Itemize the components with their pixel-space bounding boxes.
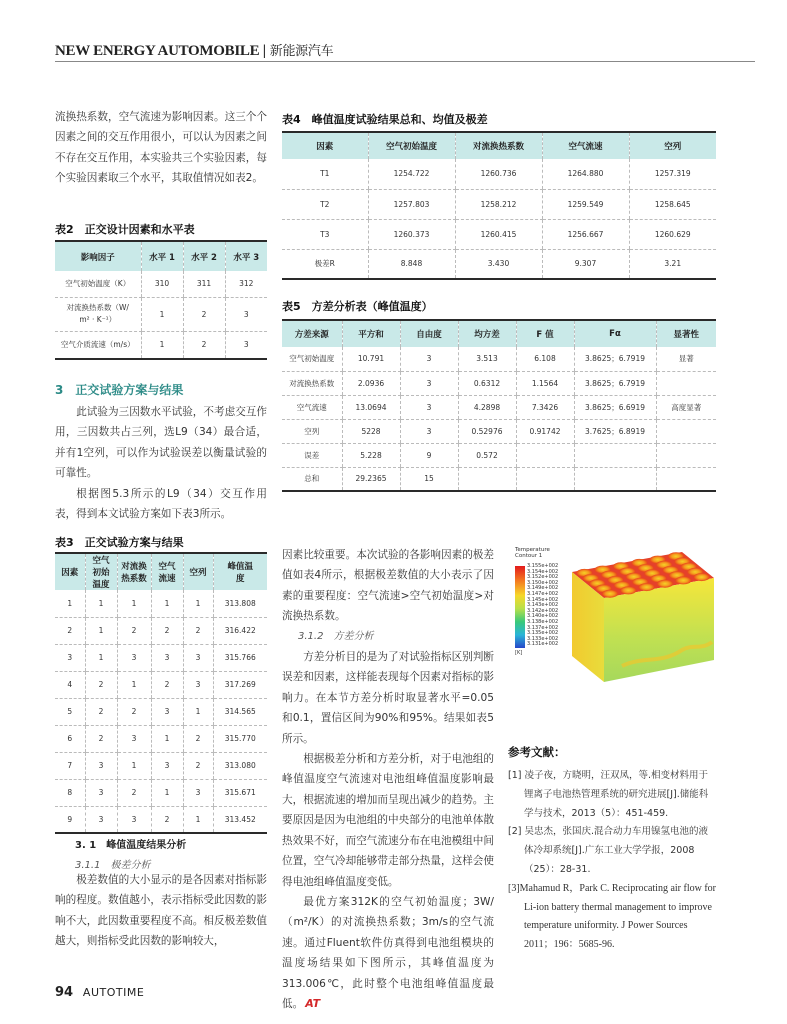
table2-title: 表2 正交设计因素和水平表 <box>55 223 195 236</box>
table-cell: 2 <box>85 698 117 725</box>
table-cell: 显著 <box>656 347 716 371</box>
cell-hotspot <box>639 583 655 591</box>
table-cell: 3 <box>400 371 458 395</box>
table-cell: 9 <box>55 806 85 833</box>
page-number: 94 <box>55 985 74 1000</box>
table-cell <box>656 443 716 467</box>
table-cell: 3 <box>117 725 151 752</box>
table-row <box>55 331 267 359</box>
table-cell: 7.3426 <box>516 395 574 419</box>
table-row <box>282 395 716 419</box>
table-cell: 1 <box>117 671 151 698</box>
table-cell: 5 <box>55 698 85 725</box>
end-mark: AT <box>305 996 321 1010</box>
table-row <box>282 189 716 219</box>
battery-temperature-contour <box>562 546 722 686</box>
table-cell: 312 <box>225 271 267 297</box>
section3-body: 此试验为三因数水平试验，不考虑交互作用，三因数共占三列，选L9（34）最合适，并有1空列，可以作为试验误差以衡量试验的可靠性。 根据图5.3所示的L9（34）交互作用表，得到本文试验方案如下表3所示。 <box>55 406 267 521</box>
table-cell: 3.513 <box>458 347 516 371</box>
table-cell: 3 <box>183 779 213 806</box>
table5-header-cell: 自由度 <box>400 320 458 347</box>
table-row <box>55 644 267 671</box>
table-cell: 1258.212 <box>455 189 542 219</box>
table-row <box>282 249 716 279</box>
table-cell: 1259.549 <box>542 189 629 219</box>
table-cell: 6.108 <box>516 347 574 371</box>
table-cell: 316.422 <box>213 617 267 644</box>
table-row <box>282 219 716 249</box>
table-cell: 9 <box>400 443 458 467</box>
table4-header-cell: 空列 <box>629 132 716 159</box>
table-cell: 1260.373 <box>368 219 455 249</box>
legend-level: 3.150e+002 <box>527 579 559 586</box>
table-cell: 3 <box>151 698 183 725</box>
legend-level: 3.154e+002 <box>527 568 559 575</box>
table4-header-cell: 对流换热系数 <box>455 132 542 159</box>
legend-level: 3.133e+002 <box>527 635 559 642</box>
table-cell: 2 <box>183 617 213 644</box>
table-cell: 313.452 <box>213 806 267 833</box>
table-cell: 313.808 <box>213 590 267 617</box>
table-cell: 1257.803 <box>368 189 455 219</box>
temperature-colorbar <box>515 566 525 648</box>
temperature-legend <box>527 564 558 648</box>
table-cell: 317.269 <box>213 671 267 698</box>
table-cell: 1258.645 <box>629 189 716 219</box>
table-cell: 总和 <box>282 467 342 491</box>
table-cell: 3 <box>151 644 183 671</box>
table-cell: 13.0694 <box>342 395 400 419</box>
table-cell: 0.52976 <box>458 419 516 443</box>
table-cell: 空气介质流速（m/s） <box>55 331 141 359</box>
table-row <box>55 617 267 644</box>
table-cell: 1 <box>151 779 183 806</box>
table-row <box>282 419 716 443</box>
table-cell: 1 <box>183 806 213 833</box>
table4-header-cell: 空气初始温度 <box>368 132 455 159</box>
table-row <box>55 590 267 617</box>
table2-header-cell: 影响因子 <box>55 241 141 271</box>
table-cell: 3 <box>55 644 85 671</box>
table-cell: 1254.722 <box>368 159 455 189</box>
table3-header-cell: 空气流速 <box>151 553 183 590</box>
table-cell: 对流换热系数 <box>282 371 342 395</box>
header-title-en: NEW ENERGY AUTOMOBILE <box>55 43 260 59</box>
table-row <box>282 467 716 491</box>
table-cell: 313.080 <box>213 752 267 779</box>
table3 <box>55 552 267 834</box>
middle-column <box>282 545 494 1014</box>
cell-hotspot <box>620 586 636 594</box>
reference-item: [3]Mahamud R，Park C. Reciprocating air flow for Li-ion battery thermal management to improve temperature uniformity. J Power Sources 2011；196：5685-96. <box>508 882 717 951</box>
table-cell: 8.848 <box>368 249 455 279</box>
table-cell: 3 <box>400 347 458 371</box>
table-row <box>55 671 267 698</box>
table-cell: 9.307 <box>542 249 629 279</box>
table-cell: 311 <box>183 271 225 297</box>
table-cell <box>656 419 716 443</box>
table-cell <box>656 371 716 395</box>
table5-header-row <box>282 320 716 347</box>
references-heading: 参考文献： <box>508 745 566 759</box>
legend-level: 3.135e+002 <box>527 630 559 637</box>
table-cell: 1 <box>183 590 213 617</box>
table-cell: 2 <box>117 779 151 806</box>
table-cell: 315.770 <box>213 725 267 752</box>
table-cell <box>656 467 716 491</box>
table-cell: 1 <box>85 590 117 617</box>
middle-paragraph-4: 最优方案312K的空气初始温度；3W/（m²/K）的对流换热系数；3m/s的空气流速。通过Fluent软件仿真得到电池组模块的温度场结果如下图所示，其峰值温度为313.006℃，此时整个电池组峰值温度最低。 AT <box>282 895 494 1010</box>
table-cell: 3.8625；6.7919 <box>574 371 656 395</box>
table2 <box>55 240 267 360</box>
table-row <box>55 271 267 297</box>
table3-header-cell: 峰值温度 <box>213 553 267 590</box>
magazine-name: AUTOTIME <box>82 986 145 999</box>
table3-header-cell: 空气初始温度 <box>85 553 117 590</box>
legend-level: 3.145e+002 <box>527 596 559 603</box>
table-cell: 空列 <box>282 419 342 443</box>
table-cell: 8 <box>55 779 85 806</box>
table4-header-cell: 因素 <box>282 132 368 159</box>
table-cell: 2 <box>183 331 225 359</box>
table-cell: 29.2365 <box>342 467 400 491</box>
table-cell: 3.21 <box>629 249 716 279</box>
table-cell: 0.91742 <box>516 419 574 443</box>
table-row <box>55 725 267 752</box>
table-cell: 3 <box>225 331 267 359</box>
table5-header-cell: 平方和 <box>342 320 400 347</box>
table-cell: 0.572 <box>458 443 516 467</box>
legend-level: 3.143e+002 <box>527 602 559 609</box>
table-cell: 1 <box>183 698 213 725</box>
header-rule <box>55 61 755 62</box>
table-cell <box>574 467 656 491</box>
table-cell: 误差 <box>282 443 342 467</box>
table-row <box>55 752 267 779</box>
section311-subheading: 3.1.1 极差分析 <box>75 860 151 871</box>
legend-level: 3.137e+002 <box>527 624 559 631</box>
table5-title: 表5 方差分析表（峰值温度） <box>282 300 433 313</box>
section31-paragraph: 极差数值的大小显示的是各因素对指标影响的程度。数值越小，表示指标受此因数的影响不大，此因数重要程度不高。相反极差数值越大，则指标受此因数的影响较大， <box>55 874 267 948</box>
table-cell: T2 <box>282 189 368 219</box>
middle-paragraph-1: 因素比较重要。本次试验的各影响因素的极差值如表4所示，根据极差数值的大小表示了因素的重要程度：空气流速>空气初始温度>对流换热系数。 <box>282 549 494 623</box>
table-cell: 1.1564 <box>516 371 574 395</box>
table-cell: 3 <box>117 644 151 671</box>
table-cell: 2 <box>117 617 151 644</box>
table-cell: 15 <box>400 467 458 491</box>
table-cell: 3 <box>400 419 458 443</box>
table-cell: 1256.667 <box>542 219 629 249</box>
table-cell: 2 <box>151 671 183 698</box>
table-cell: 3 <box>85 806 117 833</box>
legend-level: 3.140e+002 <box>527 613 559 620</box>
table-cell: 2 <box>183 725 213 752</box>
table-cell: 310 <box>141 271 183 297</box>
table-cell: 3.8625；6.6919 <box>574 395 656 419</box>
table2-header-cell: 水平 1 <box>141 241 183 271</box>
table2-header-cell: 水平 3 <box>225 241 267 271</box>
legend-level: 3.152e+002 <box>527 574 559 581</box>
table-cell: 315.766 <box>213 644 267 671</box>
table-cell <box>516 467 574 491</box>
table-cell: 空气初始温度 <box>282 347 342 371</box>
table-cell: 1 <box>141 297 183 331</box>
table-cell: 10.791 <box>342 347 400 371</box>
table-cell: 空气流速 <box>282 395 342 419</box>
table4-header-cell: 空气流速 <box>542 132 629 159</box>
legend-level: 3.155e+002 <box>527 563 559 569</box>
table-cell: 5228 <box>342 419 400 443</box>
cell-hotspot <box>694 573 710 581</box>
table3-title: 表3 正交试验方案与结果 <box>55 536 184 549</box>
middle-subheading: 3.1.2 方差分析 <box>298 630 374 642</box>
table5-header-cell: 均方差 <box>458 320 516 347</box>
table-cell: 315.671 <box>213 779 267 806</box>
table-cell: 2 <box>85 671 117 698</box>
table2-header-row <box>55 241 267 271</box>
table-cell: 2 <box>151 806 183 833</box>
table-cell: 3.7625；6.8919 <box>574 419 656 443</box>
table-cell: 3 <box>183 644 213 671</box>
references-list <box>508 767 716 955</box>
table3-header-cell: 对流换热系数 <box>117 553 151 590</box>
table-cell: 2 <box>117 698 151 725</box>
table-cell: 1 <box>117 590 151 617</box>
table-cell: 空气初始温度（K） <box>55 271 141 297</box>
table5-header-cell: 方差来源 <box>282 320 342 347</box>
table-row <box>55 806 267 833</box>
legend-level: 3.147e+002 <box>527 590 559 597</box>
page-footer <box>55 985 144 1000</box>
table5-header-cell: 显著性 <box>656 320 716 347</box>
table-cell: 6 <box>55 725 85 752</box>
cell-hotspot <box>602 590 618 598</box>
table-cell: 2 <box>151 617 183 644</box>
legend-level: 3.142e+002 <box>527 607 559 614</box>
table-row <box>55 779 267 806</box>
header-separator: | <box>262 43 266 59</box>
table-cell: 0.6312 <box>458 371 516 395</box>
table-cell: 1 <box>151 590 183 617</box>
table-cell: 1264.880 <box>542 159 629 189</box>
table-cell: 极差R <box>282 249 368 279</box>
table5-header-cell: Fα <box>574 320 656 347</box>
table-cell: 2 <box>183 297 225 331</box>
table-cell: 2 <box>85 725 117 752</box>
table-cell: 对流换热系数（W/ m² · K⁻¹） <box>55 297 141 331</box>
table-cell: 3 <box>117 806 151 833</box>
reference-item: [2] 吴忠杰，张国庆.混合动力车用镍氢电池的液体冷却系统[J].广东工业大学学报，2008（25）：28-31. <box>508 826 708 875</box>
cell-hotspot <box>675 576 691 584</box>
table-cell: 3.8625；6.7919 <box>574 347 656 371</box>
table2-header-cell: 水平 2 <box>183 241 225 271</box>
middle-paragraph-3: 根据极差分析和方差分析，对于电池组的峰值温度空气流速对电池组峰值温度影响最大，根据流速的增加而呈现出减少的趋势。主要原因是因为电池组的中央部分的电池单体散热效果不好，而空气流速分布在电池模组中间位置，空气冷却能够带走部分热量，这样会使得电池组峰值温度变低。 <box>282 753 494 888</box>
page-header <box>55 40 333 60</box>
table-row <box>282 371 716 395</box>
table3-header-cell: 因素 <box>55 553 85 590</box>
table-cell: 3 <box>85 752 117 779</box>
table-cell: 3 <box>183 671 213 698</box>
table-cell: 314.565 <box>213 698 267 725</box>
table-cell: 3 <box>85 779 117 806</box>
temperature-unit: [K] <box>515 650 523 656</box>
table-row <box>55 698 267 725</box>
table5 <box>282 319 716 492</box>
reference-item: [1] 凌子夜，方晓明，汪双凤，等.相变材料用于锂离子电池热管理系统的研究进展[J].储能科学与技术，2013（5）：451-459. <box>508 770 709 819</box>
intro-paragraph: 流换热系数，空气流速为影响因素。这三个个因素之间的交互作用很小，可以认为因素之间不存在交互作用，本实验共三个实验因素，每个实验因素取三个水平，其取值情况如表2。 <box>55 111 267 185</box>
table3-header-cell: 空列 <box>183 553 213 590</box>
section31-heading: 3. 1 峰值温度结果分析 <box>75 840 187 851</box>
table-cell: 2 <box>55 617 85 644</box>
legend-level: 3.149e+002 <box>527 585 559 592</box>
table-cell: 1260.736 <box>455 159 542 189</box>
table4-header-row <box>282 132 716 159</box>
figure-legend-title: Temperature Contour 1 <box>515 547 550 559</box>
table-cell <box>458 467 516 491</box>
table-row <box>55 297 267 331</box>
table-cell: 4.2898 <box>458 395 516 419</box>
table-cell: 1257.319 <box>629 159 716 189</box>
table-cell: 4 <box>55 671 85 698</box>
table-cell: 1 <box>141 331 183 359</box>
table-cell: 7 <box>55 752 85 779</box>
legend-level: 3.131e+002 <box>527 641 559 648</box>
middle-paragraph-2: 方差分析目的是为了对试验指标区别判断误差和因素，这样能表现每个因素对指标的影响力。在本节方差分析时取显著水平=0.05和0.1，置信区间为90%和95%。结果如表5所示。 <box>282 651 494 745</box>
header-title-cn: 新能源汽车 <box>269 44 334 59</box>
table-cell: 2 <box>183 752 213 779</box>
table4-title: 表4 峰值温度试验结果总和、均值及极差 <box>282 113 488 126</box>
table-cell: 1 <box>117 752 151 779</box>
table-cell: 3 <box>400 395 458 419</box>
table-row <box>282 443 716 467</box>
table3-header-row <box>55 553 267 590</box>
table-cell <box>574 443 656 467</box>
table-cell: T1 <box>282 159 368 189</box>
section3-heading: 3 正交试验方案与结果 <box>55 383 184 397</box>
table-row <box>282 347 716 371</box>
table4 <box>282 131 716 280</box>
table-cell: 1 <box>85 617 117 644</box>
table-cell <box>516 443 574 467</box>
table-cell: 高度显著 <box>656 395 716 419</box>
cell-hotspot <box>657 580 673 588</box>
table-cell: 1 <box>151 725 183 752</box>
table-cell: 1260.629 <box>629 219 716 249</box>
table-cell: 2.0936 <box>342 371 400 395</box>
table-cell: T3 <box>282 219 368 249</box>
legend-level: 3.138e+002 <box>527 618 559 625</box>
table-cell: 1 <box>55 590 85 617</box>
table-row <box>282 159 716 189</box>
table-cell: 3.430 <box>455 249 542 279</box>
table-cell: 3 <box>225 297 267 331</box>
table-cell: 5.228 <box>342 443 400 467</box>
table5-header-cell: F 值 <box>516 320 574 347</box>
table-cell: 1 <box>85 644 117 671</box>
table-cell: 3 <box>151 752 183 779</box>
table-cell: 1260.415 <box>455 219 542 249</box>
